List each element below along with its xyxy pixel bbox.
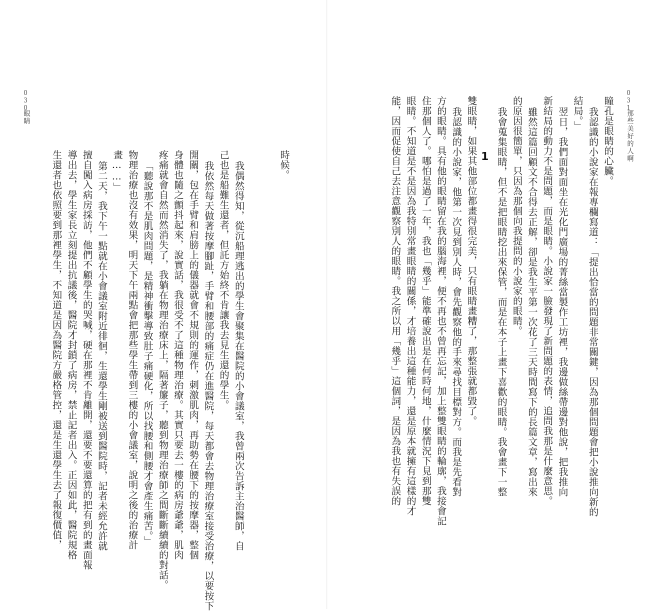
paragraph: 住那個人了。哪怕是過了一年，我也「幾乎」能準確說出是在何時何地，什麼情況下見到那雙 [419,96,431,506]
paragraph: 眼睛。不知道是不是因為我特別常畫眼睛的關係，才培養出這種能力，還是原本就擁有這樣的才 [404,96,416,516]
paragraph: 身體也隨之顫抖起來，說實話，我很受不了這種物理治療。其實只要去一樓的病房爺爺，肌肉 [171,150,183,560]
paragraph: 的原因很簡單，只因為那個向我提問的小說家的眼睛。 [510,96,522,336]
paragraph: 我認識的小說家，他第一次見到別人時，會先觀察他的手來尋找目標對方。而我是先看對 [450,106,462,497]
paragraph: 己也是船難生還者，但託方始終不肯讓我去見生還的學生。 [217,150,229,410]
paragraph: 物理治療也沒有效果，明天下午兩點會把那些學生帶到三樓的小會議室，說明之後的治療計 [126,150,138,550]
left-running-head: 眼睛 [22,110,31,125]
left-page-body [48,150,291,611]
left-page [0,0,327,609]
paragraph: 翌日，我們面對面坐在光化門廣場的菁絲當製作工坊裡，我邊做絲帶邊對他說，把我推向 [556,106,568,497]
right-page [328,0,655,609]
paragraph: 開關，包在手臂和肩膀上的儀器就會不規則的運作，刺激肌肉，再助勢在腰下的按摩器，整個 [187,150,199,560]
paragraph: 結局。」 [571,96,583,132]
paragraph: 方的眼睛。具有他的眼睛留在我的腦海裡，便不再也不曾再忘記，加上整雙眼睛的輪廓，我接會記 [434,96,446,526]
right-page-body [387,96,615,546]
right-running-head: 那些美好的人啊 [626,110,634,163]
paragraph: 疼痛就會自然而然消失了，我躺在物理治療床上，隔著簾子，聽到物理治療師之間斷斷續續的對話。 [156,150,168,590]
paragraph: 雙眼睛，如果其他部位都畫得很完美，只有眼睛畫糟了，那整張就都毀了。 [465,96,477,426]
paragraph: 我依然每天做著按摩腳趾，手臂和腰部的痛症仍在進醫院，每天都會去物理治療室接受治療，以要按下 [202,160,214,611]
paragraph: 能，因而促使自己去注意觀察別人的眼睛。我之所以用「幾乎」這個詞，是因為我也有失誤的 [389,96,401,506]
paragraph: 時候。 [278,150,289,180]
paragraph: 導出去，學生家長立刻提出抗議後，醫院才封鎖了病房，禁止記者出入。正因如此，醫院規格 [65,150,77,560]
section-number: 1 [481,150,489,163]
paragraph: 瞳孔是眼睛的心臟。 [602,96,613,186]
paragraph: 畫……」 [111,150,123,193]
paragraph: 擅自闖入病房採訪，他們不顧學生的哭喊，硬在那裡不肯離開，還要不要還算的把有到的畫面報 [80,150,92,570]
paragraph: 第二天，我下午一點就在小會議室附近徘徊，生還學生剛被送到醫院時，記者未經允許就 [95,160,107,551]
paragraph: 生還者也依照要到那裡學生，不知道是因為醫院方嚴格管控，還是生還學生去了報復價值， [50,150,62,550]
paragraph: 「聽說那不是肌肉問題，是精神衝擊導致肚子痛硬化，所以找腰和側腰才會產生痛苦。」 [141,160,153,546]
paragraph: 新結局的動力不是問題，而是眼睛。小說家一臉發現了新問題的表情，追問我那是什麼意思。 [541,96,553,506]
paragraph: 我會蒐集眼睛，但不是把眼睛挖出來保管，而是在本子上畫下喜歡的眼睛。我會畫下一整 [495,106,507,497]
paragraph: 雖然這篇回顧文不合得去正解，卻是我生平第一次花了三天時間寫下的長篇文章，寫出來 [525,106,537,497]
paragraph: 我認識的小說家在報專欄寫道：「提出恰當的問題非常關鍵，因為那個問題會把小說推向新的 [586,106,598,517]
left-page-number: 030 [22,90,29,113]
right-page-number: 031 [625,90,632,113]
paragraph: 我偶然得知，從沉船理逃出的學生會聚集在醫院的小會議室，我曾兩次告訴主治醫師，自 [232,160,244,551]
